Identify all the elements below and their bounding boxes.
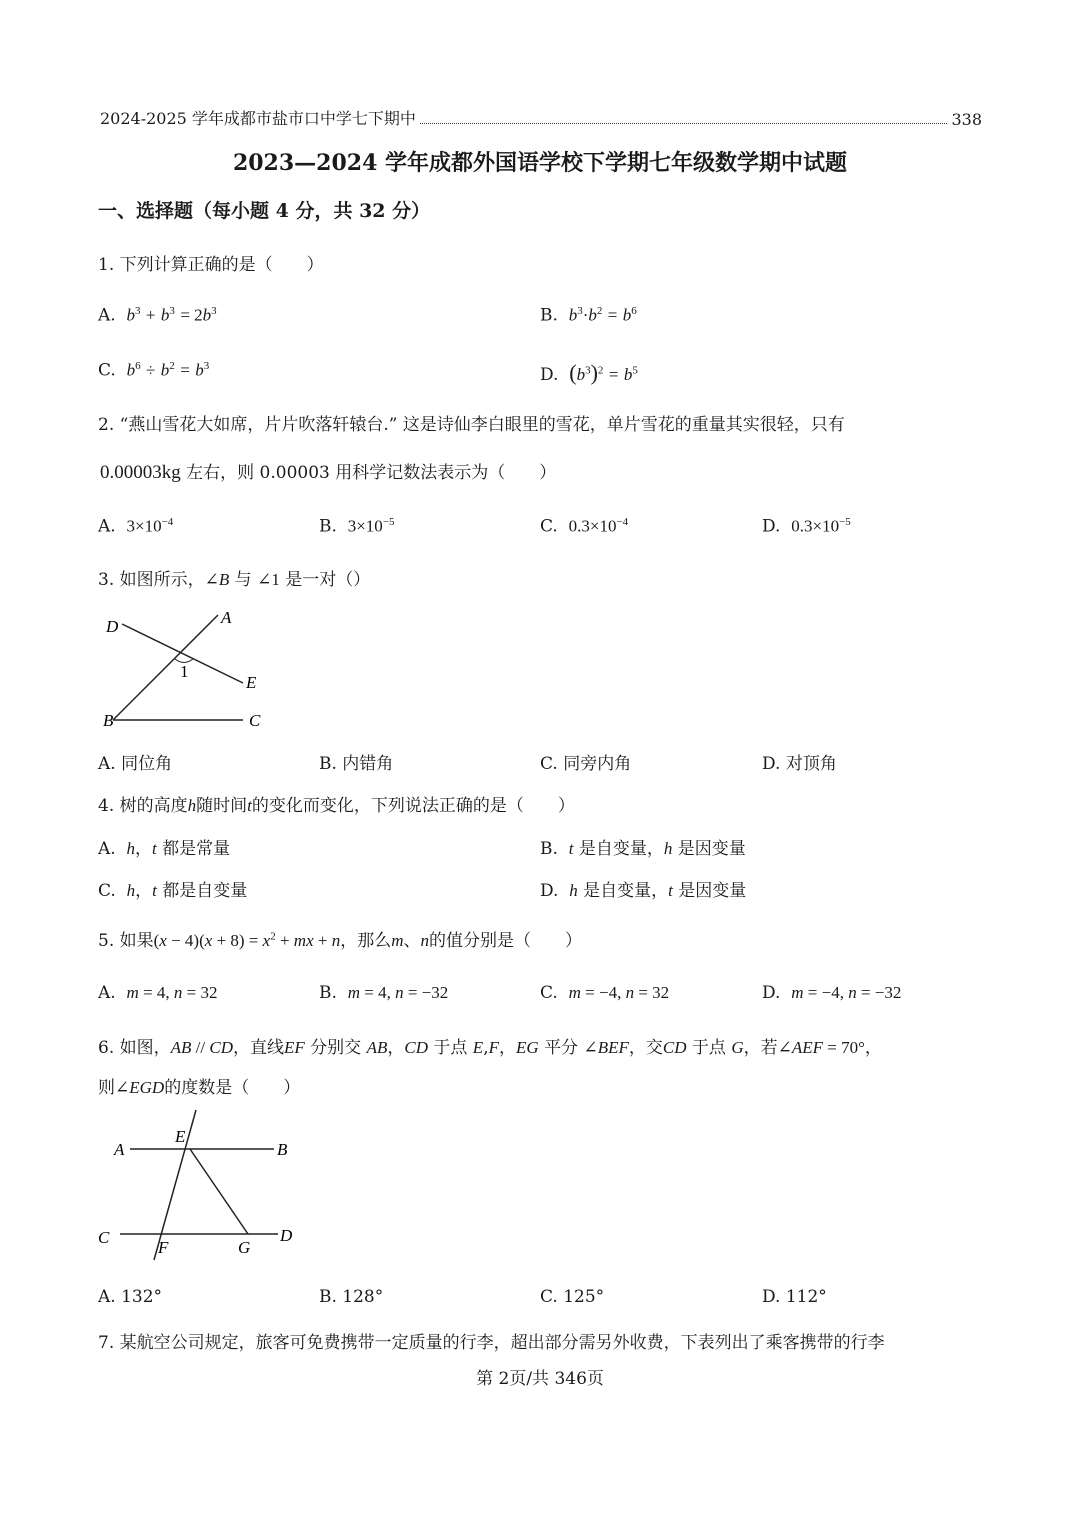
question-6-figure xyxy=(96,1108,306,1273)
question-2-option-d: D. $0.3\times 10^{-5}$ xyxy=(762,516,851,537)
question-1-stem: 1. 下列计算正确的是（ ） xyxy=(98,255,324,275)
question-5-option-b: B. m = 4, n = −32 xyxy=(319,983,449,1003)
question-4-option-c: C. h，t 都是自变量 xyxy=(98,881,248,901)
label-angle-1: 1 xyxy=(180,662,189,681)
question-4-stem: 4. 树的高度h随时间t的变化而变化，下列说法正确的是（ ） xyxy=(98,796,575,816)
question-6-stem: 6. 如图，AB // CD，直线EF 分别交 AB，CD 于点 E,F，EG 平分 ∠BEF，交CD 于点 G，若∠AEF = 70°， xyxy=(98,1038,882,1058)
question-3-option-a: A. 同位角 xyxy=(98,754,173,774)
question-3-figure xyxy=(98,600,288,735)
question-4-option-b: B. t 是自变量，h 是因变量 xyxy=(540,839,746,859)
line-ba xyxy=(113,615,218,720)
question-6-option-b: B. 128° xyxy=(319,1287,384,1307)
label-a: A xyxy=(221,608,232,627)
label-d: D xyxy=(106,617,119,636)
question-1-option-d: D. $(b^3)^2 = b^5$ xyxy=(540,360,638,385)
line-eg xyxy=(190,1149,248,1234)
question-4-option-a: A. h，t 都是常量 xyxy=(98,839,231,859)
toc-label: 2024-2025 学年成都市盐市口中学七下期中 xyxy=(100,109,416,128)
toc-page-number: 338 xyxy=(951,110,982,129)
question-6-option-a: A. 132° xyxy=(98,1287,163,1307)
question-6-option-c: C. 125° xyxy=(540,1287,605,1307)
question-5-stem: 5. 如果$(x - 4)(x + 8) = x^2$ + mx + n，那么m、n的值分别是（ ） xyxy=(98,930,582,951)
question-1-option-a: A. $b^3 + b^3 = 2b^3$ xyxy=(98,305,217,326)
toc-entry[interactable] xyxy=(100,106,982,129)
question-2-stem: 2. “燕山雪花大如席，片片吹落轩辕台.” 这是诗仙李白眼里的雪花，单片雪花的重量其实很轻，只有 xyxy=(98,415,845,435)
label-b: B xyxy=(103,711,114,730)
question-5-option-d: D. m = −4, n = −32 xyxy=(762,983,902,1003)
label-a: A xyxy=(114,1140,125,1159)
question-2-option-a: A. $3\times 10^{-4}$ xyxy=(98,516,174,537)
question-1-option-b: B. $b^3\cdot b^2 = b^6$ xyxy=(540,305,637,326)
question-1-option-c: C. $b^6 \div b^2 = b^3$ xyxy=(98,360,210,381)
label-g: G xyxy=(238,1238,251,1257)
question-7-stem: 7. 某航空公司规定，旅客可免费携带一定质量的行李，超出部分需另外收费，下表列出了乘客携带的行李 xyxy=(98,1333,885,1353)
question-3-stem: 3. 如图所示，∠B 与 ∠1 是一对（） xyxy=(98,570,371,590)
question-3-option-c: C. 同旁内角 xyxy=(540,754,632,774)
page-footer: 第 2页/共 346页 xyxy=(476,1369,604,1389)
question-3-option-d: D. 对顶角 xyxy=(762,754,837,774)
question-2-option-b: B. $3\times 10^{-5}$ xyxy=(319,516,395,537)
exam-title: 2023—2024 学年成都外国语学校下学期七年级数学期中试题 xyxy=(232,150,848,176)
label-e: E xyxy=(246,673,257,692)
question-5-option-c: C. m = −4, n = 32 xyxy=(540,983,670,1003)
question-2-stem-line2: 0.00003kg 左右，则 0.00003 用科学记数法表示为（ ） xyxy=(100,462,557,483)
label-c: C xyxy=(249,711,261,730)
toc-leader-dots xyxy=(420,123,948,124)
label-d: D xyxy=(280,1226,293,1245)
label-e: E xyxy=(175,1127,186,1146)
label-b: B xyxy=(277,1140,288,1159)
label-c: C xyxy=(98,1228,110,1247)
question-3-option-b: B. 内错角 xyxy=(319,754,394,774)
label-f: F xyxy=(158,1238,169,1257)
section-heading: 一、选择题（每小题 4 分，共 32 分） xyxy=(98,200,431,222)
question-6-option-d: D. 112° xyxy=(762,1287,827,1307)
question-4-option-d: D. h 是自变量，t 是因变量 xyxy=(540,881,747,901)
question-5-option-a: A. m = 4, n = 32 xyxy=(98,983,218,1003)
question-2-option-c: C. $0.3\times 10^{-4}$ xyxy=(540,516,629,537)
question-6-stem-line2: 则∠EGD的度数是（ ） xyxy=(98,1078,301,1098)
